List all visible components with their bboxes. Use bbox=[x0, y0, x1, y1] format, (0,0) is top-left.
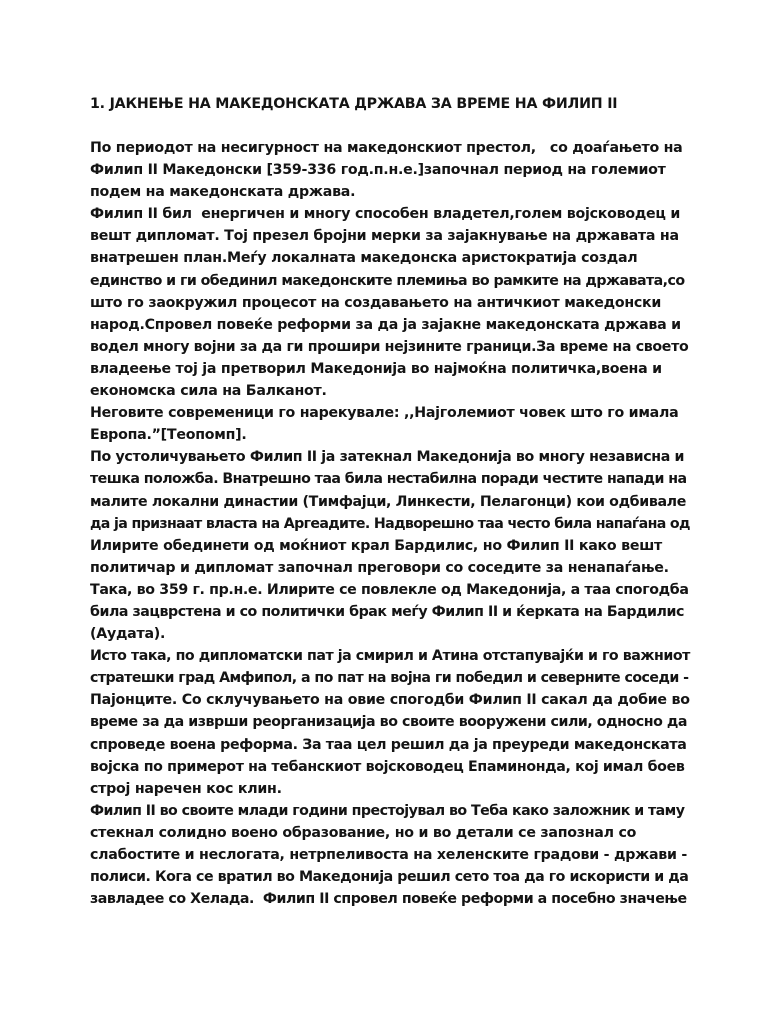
text-line: економска сила на Балканот. bbox=[90, 383, 327, 400]
page-title: 1. ЈАКНЕЊЕ НА МАКЕДОНСКАТА ДРЖАВА ЗА ВРЕМЕ НА ФИЛИП II bbox=[90, 96, 618, 112]
text-line: тешка положба. Внатрешно таа била нестабилна поради честите напади на bbox=[90, 471, 687, 488]
text-line: полиси. Кога се вратил во Македонија решил сето тоа да го искористи и да bbox=[90, 869, 689, 886]
text-line: стратешки град Амфипол, а по пат на војна ги победил и северните соседи - bbox=[90, 670, 689, 687]
text-line: Неговите современици го нарекувале: ,,Најголемиот човек што го имала bbox=[90, 405, 679, 422]
paragraph-text bbox=[90, 137, 690, 910]
text-line: строј наречен кос клин. bbox=[90, 780, 282, 797]
text-line: спроведе воена реформа. За таа цел решил да ја преуреди македонската bbox=[90, 736, 687, 753]
text-line: да ја признаат власта на Аргеадите. Надворешно таа често била напаѓана од bbox=[90, 515, 690, 532]
text-line: Пајонците. Со склучувањето на овие спогодби Филип II сакал да добие во bbox=[90, 692, 690, 709]
text-line: Европа.”[Теопомп]. bbox=[90, 427, 247, 444]
text-line: единство и ги обединил македонските племиња во рамките на државата,со bbox=[90, 272, 685, 289]
text-line: народ.Спровел повеќе реформи за да ја зајакне македонската држава и bbox=[90, 316, 681, 333]
text-line: По периодот на несигурност на македонскиот престол, со доаѓањето на bbox=[90, 140, 683, 156]
text-line: политичар и дипломат започнал преговори со соседите за ненапаѓање. bbox=[90, 559, 669, 576]
text-line: вешт дипломат. Тој презел бројни мерки за зајакнување на државата на bbox=[90, 228, 679, 245]
text-line: стекнал солидно воено образование, но и во детали се запознал со bbox=[90, 824, 637, 841]
text-line: (Аудата). bbox=[90, 626, 166, 643]
text-line: водел многу војни за да ги прошири нејзините граници.За време на своето bbox=[90, 338, 689, 355]
text-line: Исто така, по дипломатски пат ја смирил и Атина отстапувајќи и го важниот bbox=[90, 648, 690, 665]
text-line: Филип II во своите млади години престојувал во Теба како заложник и таму bbox=[90, 802, 685, 819]
document-body bbox=[90, 93, 690, 910]
text-line: подем на македонската држава. bbox=[90, 184, 356, 201]
text-line: војска по примерот на тебанскиот војсководец Епаминонда, кој имал боев bbox=[90, 758, 685, 775]
text-line: внатрешен план.Меѓу локалната македонска аристократија создал bbox=[90, 250, 638, 267]
text-line: По устоличувањето Филип II ја затекнал Македонија во многу независна и bbox=[90, 449, 685, 466]
text-line: владеење тој ја претворил Македонија во најмоќна политичка,воена и bbox=[90, 360, 662, 377]
text-line: слабостите и неслогата, нетрпеливоста на хеленските градови - држави - bbox=[90, 847, 688, 863]
text-line: малите локални династии (Тимфајци, Линкести, Пелагонци) кои одбивале bbox=[90, 493, 686, 510]
text-line: Илирите обединети од моќниот крал Бардилис, но Филип II како вешт bbox=[90, 537, 662, 554]
text-line: Филип II Македонски [359-336 год.п.н.е.]започнал период на големиот bbox=[90, 162, 666, 179]
text-line: време за да изврши реорганизација во своите вооружени сили, односно да bbox=[90, 714, 687, 731]
text-line: завладее со Хелада. Филип II спровел повеќе реформи а посебно значење bbox=[90, 891, 687, 908]
text-line: Филип II бил енергичен и многу способен владетел,голем војсководец и bbox=[90, 206, 681, 223]
text-line: била зацврстена и со политички брак меѓу Филип II и ќерката на Бардилис bbox=[90, 603, 684, 620]
text-line: Така, во 359 г. пр.н.е. Илирите се повлекле од Македонија, а таа спогодба bbox=[90, 581, 689, 598]
text-line: што го заокружил процесот на создавањето на античкиот македонски bbox=[90, 294, 662, 311]
